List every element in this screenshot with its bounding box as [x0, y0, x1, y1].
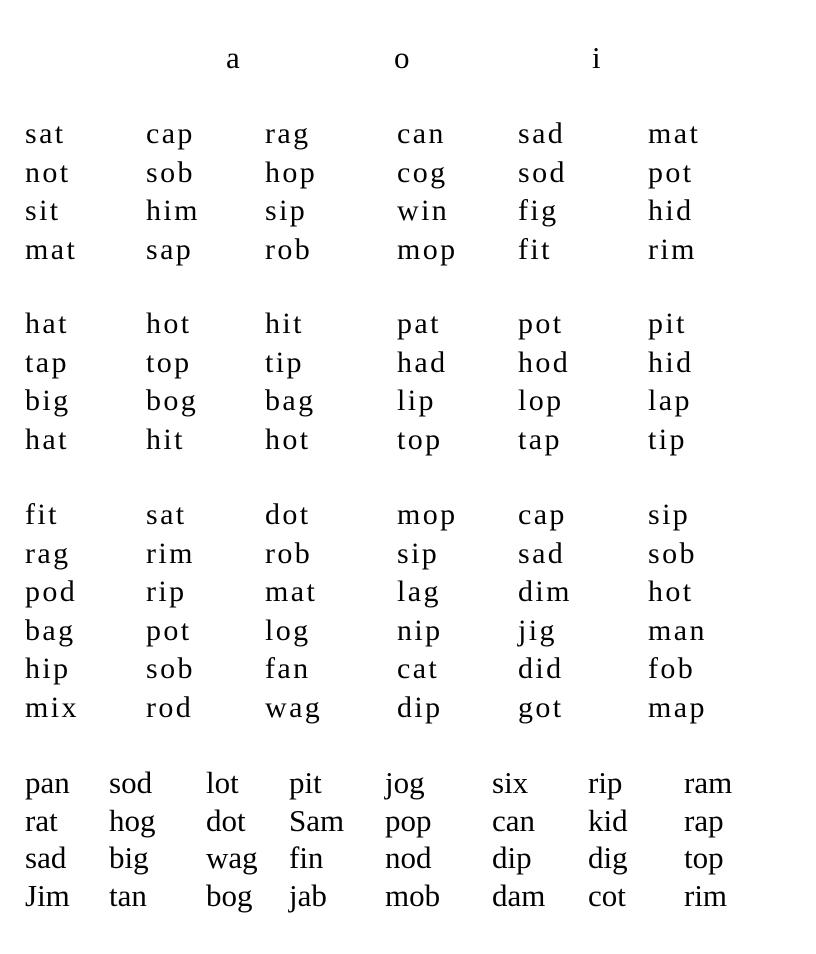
word: six	[492, 765, 529, 800]
word-group-4	[0, 764, 816, 914]
word: cog	[397, 155, 448, 189]
word: sad	[518, 536, 566, 570]
word: sod	[109, 765, 153, 800]
word: bog	[206, 877, 253, 913]
vowel-heading-a: a	[226, 40, 240, 75]
word-row	[0, 115, 816, 154]
word-row	[0, 535, 816, 574]
word: hot	[265, 422, 311, 456]
word: hit	[146, 422, 185, 456]
word: dip	[492, 840, 532, 875]
word: big	[109, 840, 149, 875]
word: tan	[109, 877, 147, 913]
word: mat	[265, 575, 318, 608]
word-row	[0, 650, 816, 689]
word: hop	[265, 155, 318, 189]
word: rob	[265, 232, 313, 266]
word: rat	[25, 802, 58, 838]
word: pot	[648, 155, 694, 189]
word: rip	[588, 765, 623, 800]
word: bog	[146, 384, 199, 417]
word: man	[648, 613, 707, 647]
word: fit	[25, 498, 59, 531]
word: him	[146, 194, 200, 227]
word: rap	[684, 802, 724, 838]
word-row	[0, 382, 816, 421]
word: hid	[648, 345, 694, 379]
word: rip	[146, 575, 187, 608]
word: nod	[385, 840, 432, 875]
word: mop	[397, 498, 458, 531]
word: hat	[25, 307, 69, 340]
word: mix	[25, 690, 79, 724]
word: kid	[588, 802, 628, 838]
word-row	[0, 802, 816, 840]
word: hot	[146, 307, 192, 340]
word-row	[0, 764, 816, 802]
vowel-header	[0, 38, 816, 78]
word: lag	[397, 575, 441, 608]
word: fit	[518, 232, 552, 266]
word-row	[0, 612, 816, 651]
word: hot	[648, 575, 694, 608]
word: lap	[648, 384, 692, 417]
word: top	[397, 422, 443, 456]
word: pod	[25, 575, 78, 608]
word: dot	[206, 802, 246, 838]
word: nip	[397, 613, 443, 647]
word: rim	[684, 877, 728, 913]
word: fig	[518, 194, 559, 227]
word-row	[0, 689, 816, 728]
word: big	[25, 384, 71, 417]
word: sat	[146, 498, 187, 531]
word: tap	[25, 345, 69, 379]
word-row	[0, 421, 816, 460]
word: sob	[146, 155, 195, 189]
word: lot	[206, 765, 239, 800]
word: Sam	[289, 802, 345, 838]
word: win	[397, 194, 450, 227]
word: sip	[265, 194, 308, 227]
word: rim	[146, 536, 195, 570]
word: had	[397, 345, 448, 379]
word-row	[0, 877, 816, 915]
word: dot	[265, 498, 311, 531]
word: sob	[648, 536, 697, 570]
word: fin	[289, 840, 324, 875]
word: rag	[25, 536, 71, 570]
word: cap	[518, 498, 567, 531]
word: wag	[265, 690, 323, 724]
word-row	[0, 154, 816, 193]
word: mat	[25, 232, 78, 266]
word-row	[0, 496, 816, 535]
word: dig	[588, 840, 628, 875]
word-row	[0, 573, 816, 612]
word: can	[397, 117, 446, 150]
word: cat	[397, 652, 440, 685]
word-row	[0, 231, 816, 270]
word: wag	[206, 840, 258, 875]
word: pot	[146, 613, 192, 647]
word: top	[684, 840, 724, 875]
word: cot	[588, 877, 626, 913]
word: ram	[684, 765, 733, 800]
word: rag	[265, 117, 311, 150]
word: sip	[397, 536, 440, 570]
word: not	[25, 155, 71, 189]
word: dim	[518, 575, 572, 608]
word: mop	[397, 232, 458, 266]
word-group-1	[0, 115, 816, 269]
word: sap	[146, 232, 194, 266]
word: hog	[109, 802, 156, 838]
word: sad	[25, 840, 67, 875]
word-row	[0, 305, 816, 344]
vowel-heading-o: o	[394, 40, 410, 75]
word: pat	[397, 307, 441, 340]
word: mob	[385, 877, 441, 913]
word: tap	[518, 422, 562, 456]
word: got	[518, 690, 564, 724]
word: jig	[518, 613, 557, 647]
word: pit	[648, 307, 687, 340]
word: sod	[518, 155, 567, 189]
word: mat	[648, 117, 701, 150]
word: tip	[648, 422, 687, 456]
word: hid	[648, 194, 694, 227]
word: fob	[648, 652, 696, 685]
word: hit	[265, 307, 304, 340]
word: pop	[385, 802, 432, 838]
word: lop	[518, 384, 564, 417]
word: sob	[146, 652, 195, 685]
word: rod	[146, 690, 194, 724]
vowel-heading-i: i	[592, 40, 601, 75]
word: pan	[25, 765, 70, 800]
word: rob	[265, 536, 313, 570]
word: bag	[265, 384, 316, 417]
word: hod	[518, 345, 571, 379]
word: tip	[265, 345, 304, 379]
word: dip	[397, 690, 443, 724]
word: did	[518, 652, 564, 685]
word: sat	[25, 117, 66, 150]
word: rim	[648, 232, 697, 266]
word: jab	[289, 877, 327, 913]
word: pit	[289, 765, 322, 800]
word: Jim	[25, 877, 70, 913]
word: can	[492, 802, 536, 838]
word: map	[648, 690, 707, 724]
word: jog	[385, 765, 425, 800]
word-group-2	[0, 305, 816, 459]
word: sad	[518, 117, 566, 150]
word-row	[0, 192, 816, 231]
word: pot	[518, 307, 564, 340]
word: cap	[146, 117, 195, 150]
word: lip	[397, 384, 436, 417]
word: log	[265, 613, 311, 647]
word: dam	[492, 877, 546, 913]
word: sip	[648, 498, 691, 531]
word: bag	[25, 613, 76, 647]
word-group-3	[0, 496, 816, 727]
word: fan	[265, 652, 311, 685]
word: top	[146, 345, 192, 379]
word-row	[0, 839, 816, 877]
word: hat	[25, 422, 69, 456]
word-row	[0, 344, 816, 383]
word: sit	[25, 194, 61, 227]
word: hip	[25, 652, 71, 685]
